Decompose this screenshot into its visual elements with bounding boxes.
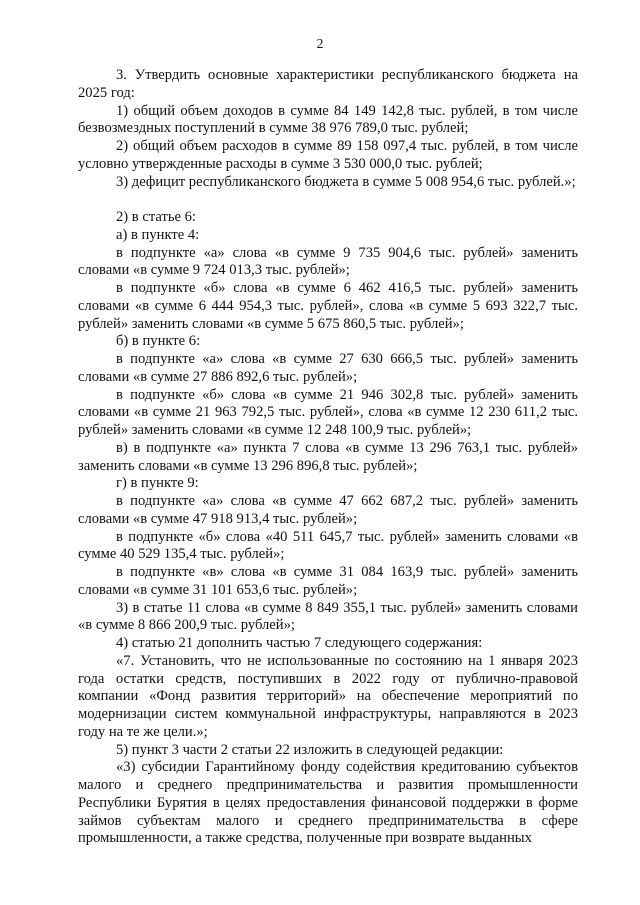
paragraph-revenue: 1) общий объем доходов в сумме 84 149 142,8 тыс. рублей, в том числе безвозмездных поступлений в сумме 38 976 789,0 тыс. рублей; <box>78 102 578 137</box>
paragraph-deficit: 3) дефицит республиканского бюджета в сумме 5 008 954,6 тыс. рублей.»; <box>116 173 576 190</box>
paragraph-item-6-a: в подпункте «а» слова «в сумме 27 630 666,5 тыс. рублей» заменить словами «в сумме 27 886 892,6 тыс. рублей»; <box>78 351 578 385</box>
paragraph-item-9-b: в подпункте «б» слова «40 511 645,7 тыс. рублей» заменить словами «в сумме 40 529 135,4 тыс. рублей»; <box>78 528 578 563</box>
paragraph-item-4-b: в подпункте «б» слова «в сумме 6 462 416,5 тыс. рублей» заменить словами «в сумме 6 444 954,3 тыс. рублей», слова «в сумме 5 693 322,7 тыс. рублей» заменить словами «в сумме 5 675 860,5 тыс. рублей»; <box>78 280 578 332</box>
paragraph-item-9-c: в подпункте «в» слова «в сумме 31 084 163,9 тыс. рублей» заменить словами «в сумме 31 101 653,6 тыс. рублей»; <box>78 564 578 598</box>
paragraph-article-21: 4) статью 21 дополнить частью 7 следующего содержания: <box>116 635 483 651</box>
paragraph-article-22-item-3: «3) субсидии Гарантийному фонду содействия кредитованию субъектов малого и среднего предпринимательства и развития промышленности Республики Бурятия в целях предоставления финансовой поддержки в форме займов субъектам малого и среднего предпринимательства в сфере промышленности, а также средства, полученные при возврате выданных <box>78 759 578 847</box>
document-body <box>78 67 578 848</box>
paragraph-article-21-part-7: «7. Установить, что не использованные по состоянию на 1 января 2023 года остатки средств, поступивших в 2022 году от публично-правовой компании «Фонд развития территорий» на обеспечение мероприятий по модернизации систем коммунальной инфраструктуры, направляются в 2023 году на те же цели.»; <box>78 652 578 740</box>
paragraph-item-4-a: в подпункте «а» слова «в сумме 9 735 904,6 тыс. рублей» заменить словами «в сумме 9 724 013,3 тыс. рублей»; <box>78 244 578 279</box>
paragraph-item-7-a: в) в подпункте «а» пункта 7 слова «в сумме 13 296 763,1 тыс. рублей» заменить словами «в сумме 13 296 896,8 тыс. рублей»; <box>78 439 578 474</box>
paragraph-item-9: г) в пункте 9: <box>116 475 199 492</box>
paragraph-article-6: 2) в статье 6: <box>116 209 196 225</box>
paragraph-item-4: а) в пункте 4: <box>116 226 200 243</box>
paragraph-item-9-a: в подпункте «а» слова «в сумме 47 662 687,2 тыс. рублей» заменить словами «в сумме 47 918 913,4 тыс. рублей»; <box>78 493 578 527</box>
page-number: 2 <box>316 36 324 51</box>
blank-line <box>78 191 578 209</box>
paragraph-expenses: 2) общий объем расходов в сумме 89 158 097,4 тыс. рублей, в том числе условно утвержденные расходы в сумме 3 530 000,0 тыс. рублей; <box>78 138 578 172</box>
paragraph-item-6: б) в пункте 6: <box>116 333 201 350</box>
paragraph-budget-2025-intro: 3. Утвердить основные характеристики республиканского бюджета на 2025 год: <box>78 67 578 101</box>
paragraph-item-6-b: в подпункте «б» слова «в сумме 21 946 302,8 тыс. рублей» заменить словами «в сумме 21 963 792,5 тыс. рублей», слова «в сумме 12 230 611,2 тыс. рублей» заменить словами «в сумме 12 248 100,9 тыс. рублей»; <box>78 386 578 438</box>
paragraph-article-22: 5) пункт 3 части 2 статьи 22 изложить в следующей редакции: <box>116 741 504 758</box>
paragraph-article-11: 3) в статье 11 слова «в сумме 8 849 355,1 тыс. рублей» заменить словами «в сумме 8 866 200,9 тыс. рублей»; <box>78 599 578 634</box>
